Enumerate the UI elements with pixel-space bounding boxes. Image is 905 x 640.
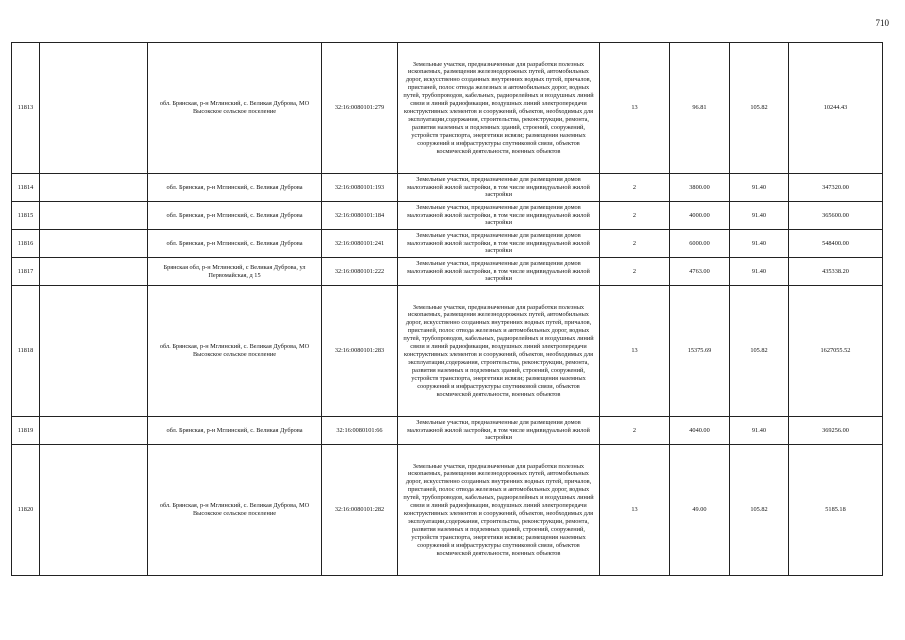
area-cell: 3800.00 [670,174,730,202]
row-number: 11813 [12,43,40,174]
area-cell: 49.00 [670,445,730,576]
land-use-description-cell: Земельные участки, предназначенные для размещения домов малоэтажной жилой застройки, в том числе индивидуальной жилой застройки [398,258,600,286]
land-use-description-cell: Земельные участки, предназначенные для разработки полезных ископаемых, размещения железнодорожных путей, автомобильных дорог, искусственно созданных внутренних водных путей, причалов, пристаней, полос отвода железных и автомобильных дорог, водных путей, трубопроводов, кабельных, радиорелейных и воздушных линий связи и линий радиофикации, воздушных линий электропередачи конструктивных элементов и сооружений, объектов, необходимых для эксплуатации,содержания, строительства, реконструкции, ремонта, развития наземных и подземных зданий, строений, сооружений, устройств транспорта, энергетики исвязи; размещения наземных сооружений и инфраструктуры спутниковой связи, объектов космической деятельности, военных объектов [398,445,600,576]
table-row [12,43,883,174]
row-number: 11818 [12,286,40,417]
specific-value-cell: 91.40 [730,258,789,286]
address-cell: обл. Брянская, р-н Мглинский, с. Великая Дуброва, МО Высокское сельское поселение [148,445,322,576]
blank-cell [40,445,148,576]
row-number: 11819 [12,417,40,445]
group-code-cell: 13 [600,445,670,576]
cadastral-number-cell: 32:16:0080101:222 [322,258,398,286]
table-row [12,258,883,286]
cadastral-value-cell: 347320.00 [789,174,883,202]
cadastral-value-cell: 5185.18 [789,445,883,576]
land-use-description-cell: Земельные участки, предназначенные для разработки полезных ископаемых, размещения железнодорожных путей, автомобильных дорог, искусственно созданных внутренних водных путей, причалов, пристаней, полос отвода железных и автомобильных дорог, водных путей, трубопроводов, кабельных, радиорелейных и воздушных линий связи и линий радиофикации, воздушных линий электропередачи конструктивных элементов и сооружений, объектов, необходимых для эксплуатации,содержания, строительства, реконструкции, ремонта, развития наземных и подземных зданий, строений, сооружений, устройств транспорта, энергетики исвязи; размещения наземных сооружений и инфраструктуры спутниковой связи, объектов космической деятельности, военных объектов [398,43,600,174]
page-number: 710 [875,18,889,28]
area-cell: 96.81 [670,43,730,174]
blank-cell [40,417,148,445]
address-cell: обл. Брянская, р-н Мглинский, с. Великая Дуброва [148,230,322,258]
cadastral-value-cell: 369256.00 [789,417,883,445]
group-code-cell: 13 [600,43,670,174]
land-use-description-cell: Земельные участки, предназначенные для разработки полезных ископаемых, размещения железнодорожных путей, автомобильных дорог, искусственно созданных внутренних водных путей, причалов, пристаней, полос отвода железных и автомобильных дорог, водных путей, трубопроводов, кабельных, радиорелейных и воздушных линий связи и линий радиофикации, воздушных линий электропередачи конструктивных элементов и сооружений, объектов, необходимых для эксплуатации,содержания, строительства, реконструкции, ремонта, развития наземных и подземных зданий, строений, сооружений, устройств транспорта, энергетики исвязи; размещения наземных сооружений и инфраструктуры спутниковой связи, объектов космической деятельности, военных объектов [398,286,600,417]
specific-value-cell: 105.82 [730,286,789,417]
blank-cell [40,174,148,202]
row-number: 11816 [12,230,40,258]
cadastral-number-cell: 32:16:0080101:282 [322,445,398,576]
table-row [12,417,883,445]
land-use-description-cell: Земельные участки, предназначенные для размещения домов малоэтажной жилой застройки, в том числе индивидуальной жилой застройки [398,230,600,258]
cadastral-number-cell: 32:16:0080101:279 [322,43,398,174]
area-cell: 6000.00 [670,230,730,258]
table-row [12,202,883,230]
group-code-cell: 2 [600,202,670,230]
group-code-cell: 2 [600,258,670,286]
group-code-cell: 2 [600,417,670,445]
table-row [12,445,883,576]
land-use-description-cell: Земельные участки, предназначенные для размещения домов малоэтажной жилой застройки, в том числе индивидуальной жилой застройки [398,202,600,230]
blank-cell [40,230,148,258]
specific-value-cell: 91.40 [730,230,789,258]
blank-cell [40,286,148,417]
address-cell: обл. Брянская, р-н Мглинский, с. Великая Дуброва [148,174,322,202]
address-cell: обл. Брянская, р-н Мглинский, с. Великая Дуброва [148,417,322,445]
cadastral-value-cell: 548400.00 [789,230,883,258]
address-cell: обл. Брянская, р-н Мглинский, с. Великая Дуброва, МО Высокское сельское поселение [148,286,322,417]
cadastral-value-cell: 10244.43 [789,43,883,174]
row-number: 11817 [12,258,40,286]
cadastral-number-cell: 32:16:0080101:283 [322,286,398,417]
row-number: 11820 [12,445,40,576]
area-cell: 15375.69 [670,286,730,417]
group-code-cell: 2 [600,174,670,202]
row-number: 11814 [12,174,40,202]
registry-table [11,42,883,576]
specific-value-cell: 105.82 [730,43,789,174]
table-row [12,286,883,417]
land-use-description-cell: Земельные участки, предназначенные для размещения домов малоэтажной жилой застройки, в том числе индивидуальной жилой застройки [398,417,600,445]
blank-cell [40,258,148,286]
area-cell: 4000.00 [670,202,730,230]
registry-body [12,43,883,576]
area-cell: 4763.00 [670,258,730,286]
cadastral-value-cell: 435338.20 [789,258,883,286]
table-row [12,174,883,202]
address-cell: обл. Брянская, р-н Мглинский, с. Великая Дуброва, МО Высокское сельское поселение [148,43,322,174]
cadastral-value-cell: 1627055.52 [789,286,883,417]
group-code-cell: 13 [600,286,670,417]
cadastral-number-cell: 32:16:0080101:193 [322,174,398,202]
cadastral-number-cell: 32:16:0080101:184 [322,202,398,230]
table-row [12,230,883,258]
address-cell: Брянская обл, р-н Мглинский, с Великая Дуброва, ул Первомайская, д 15 [148,258,322,286]
row-number: 11815 [12,202,40,230]
cadastral-number-cell: 32:16:0080101:241 [322,230,398,258]
blank-cell [40,202,148,230]
address-cell: обл. Брянская, р-н Мглинский, с. Великая Дуброва [148,202,322,230]
specific-value-cell: 91.40 [730,417,789,445]
specific-value-cell: 91.40 [730,174,789,202]
land-use-description-cell: Земельные участки, предназначенные для размещения домов малоэтажной жилой застройки, в том числе индивидуальной жилой застройки [398,174,600,202]
cadastral-value-cell: 365600.00 [789,202,883,230]
specific-value-cell: 91.40 [730,202,789,230]
area-cell: 4040.00 [670,417,730,445]
group-code-cell: 2 [600,230,670,258]
cadastral-number-cell: 32:16:0080101:66 [322,417,398,445]
specific-value-cell: 105.82 [730,445,789,576]
blank-cell [40,43,148,174]
